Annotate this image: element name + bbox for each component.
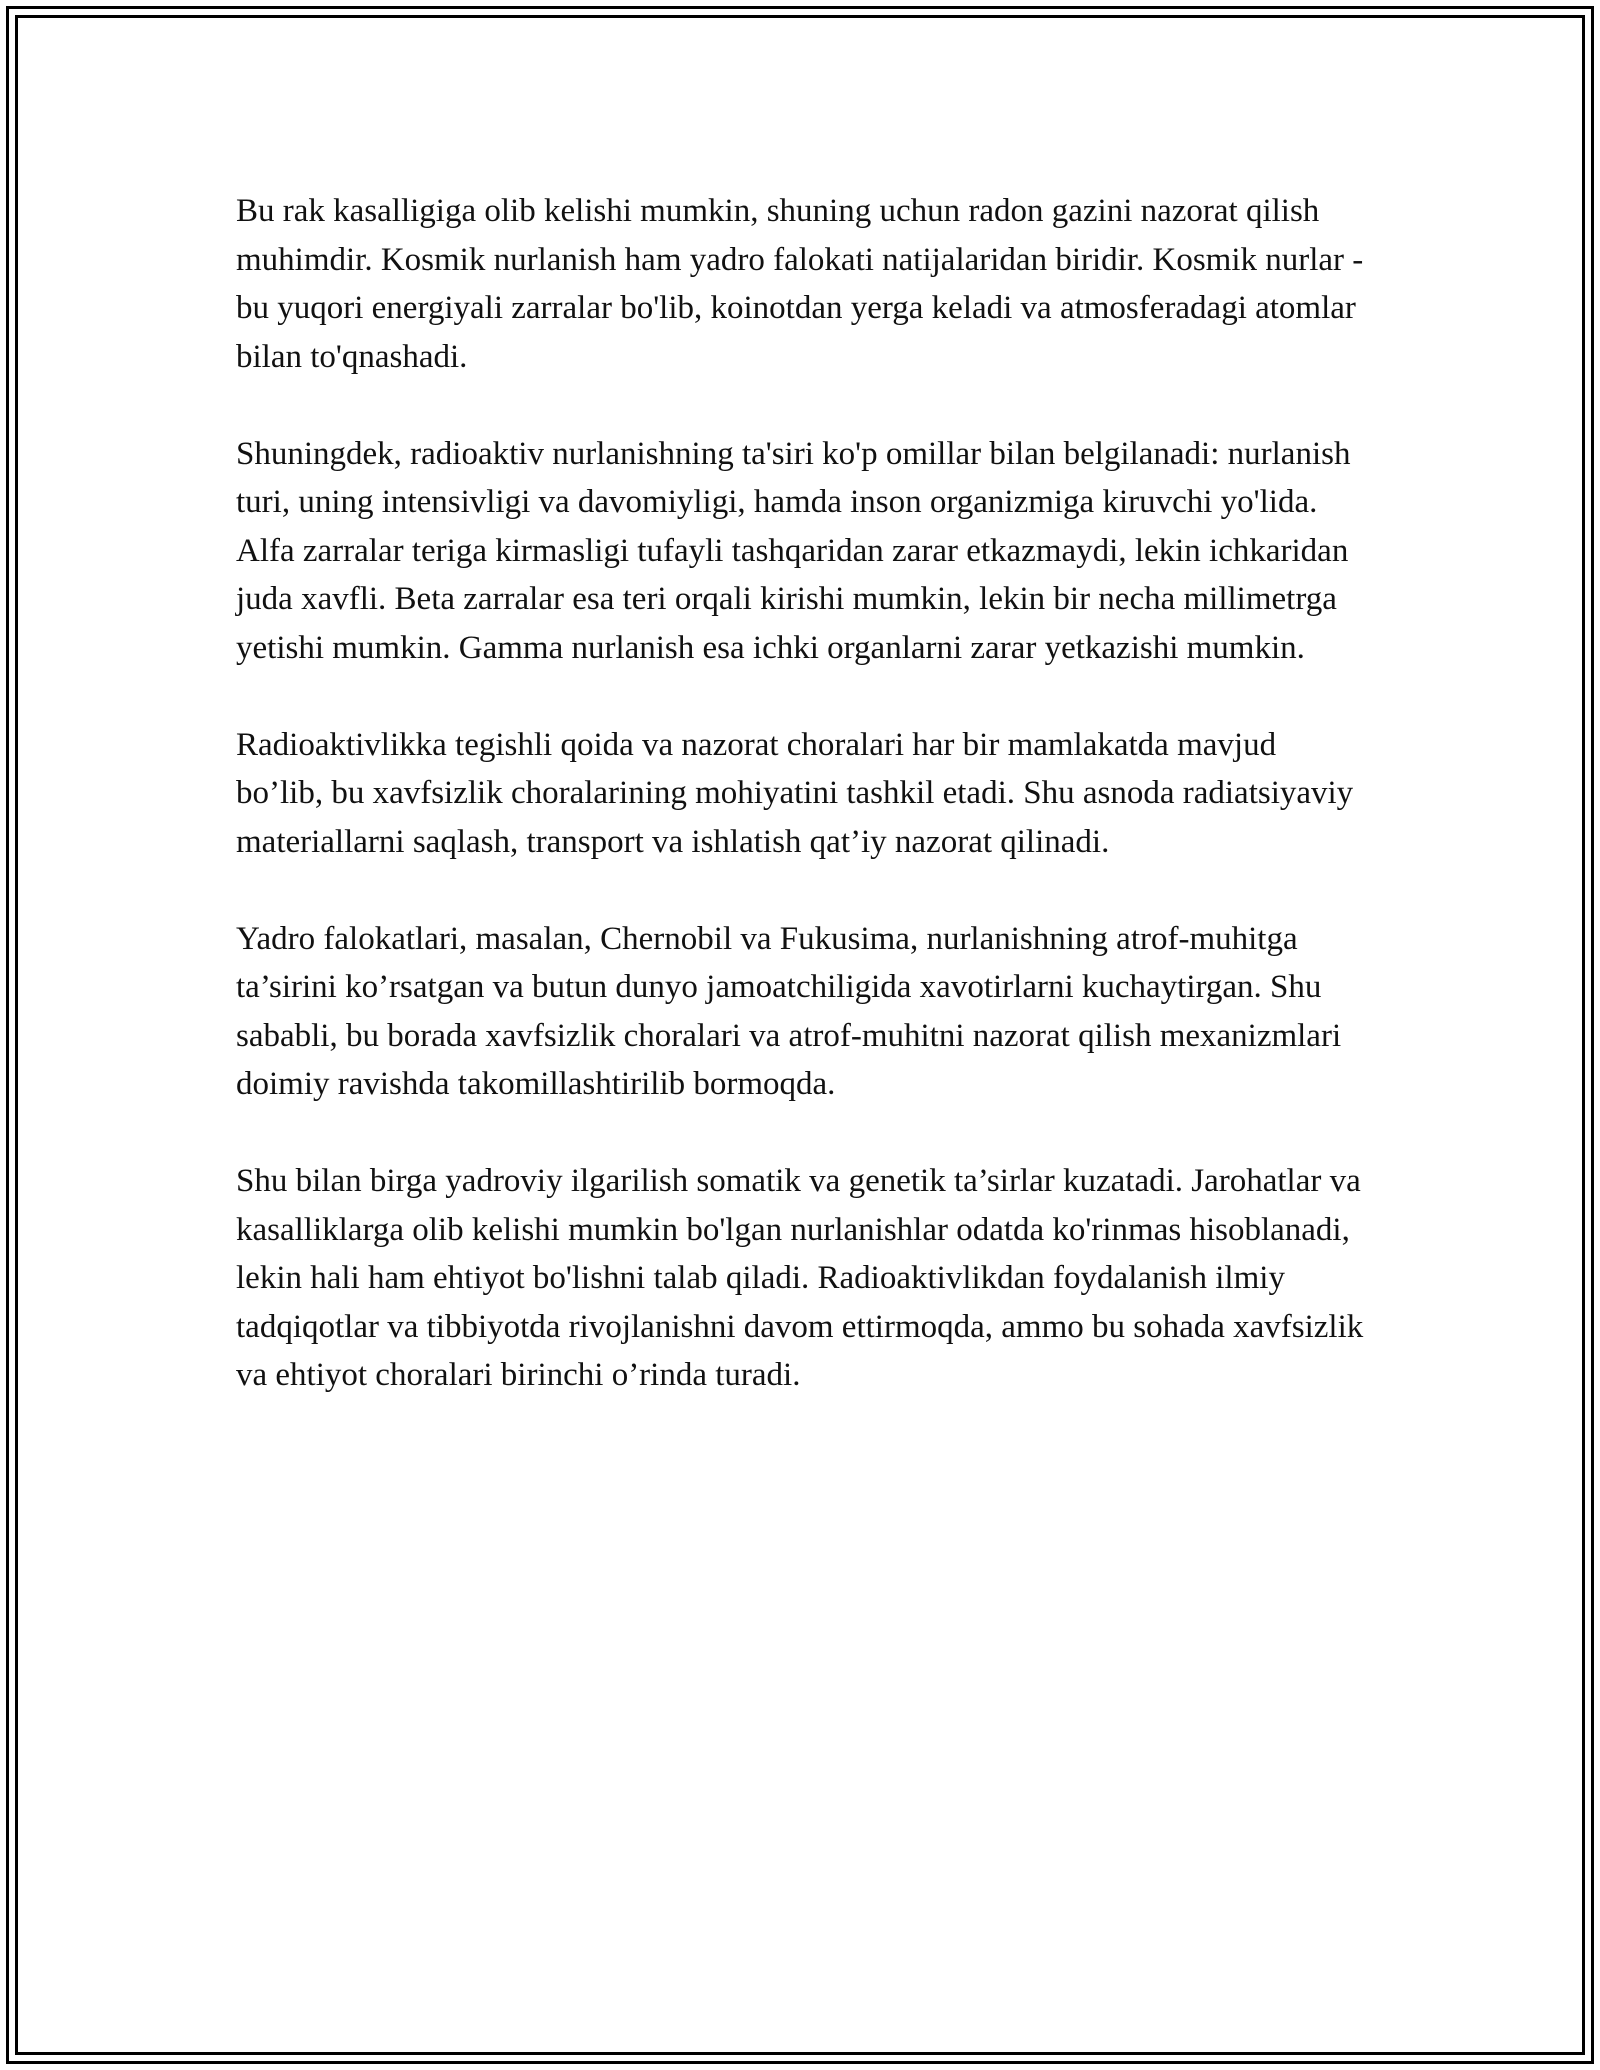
document-body (236, 187, 1364, 1448)
paragraph-regulations: Radioaktivlikka tegishli qoida va nazorat choralari har bir mamlakatda mavjud bo’lib, bu xavfsizlik choralarining mohiyatini tashkil etadi. Shu asnoda radiatsiyaviy materiallarni saqlash, transport va ishlatish qat’iy nazorat qilinadi. (236, 726, 1354, 860)
paragraph-radon-cosmic-rays: Bu rak kasalligiga olib kelishi mumkin, shuning uchun radon gazini nazorat qilish muhimdir. Kosmik nurlanish ham yadro falokati natijalaridan biridir. Kosmik nurlar - bu yuqori energiyali zarralar bo'lib, koinotdan yerga keladi va atmosferadagi atomlar bilan to'qnashadi. (236, 193, 1364, 375)
paragraph-radiation-effects: Shuningdek, radioaktiv nurlanishning ta'siri ko'p omillar bilan belgilanadi: nurlanish turi, uning intensivligi va davomiyligi, hamda inson organizmiga kiruvchi yo'lida. Alfa zarralar teriga kirmasligi tufayli tashqaridan zarar etkazmaydi, lekin ichkaridan juda xavfli. Beta zarralar esa teri orqali kirishi mumkin, lekin bir necha millimetrga yetishi mumkin. Gamma nurlanish esa ichki organlarni zarar yetkazishi mumkin. (236, 435, 1351, 666)
paragraph-nuclear-disasters: Yadro falokatlari, masalan, Chernobil va Fukusima, nurlanishning atrof-muhitga ta’sirini ko’rsatgan va butun dunyo jamoatchiligida xavotirlarni kuchaytirgan. Shu sababli, bu borada xavfsizlik choralari va atrof-muhitni nazorat qilish mexanizmlari doimiy ravishda takomillashtirilib bormoqda. (236, 920, 1342, 1102)
paragraph-somatic-genetic-effects: Shu bilan birga yadroviy ilgarilish somatik va genetik ta’sirlar kuzatadi. Jarohatlar va kasalliklarga olib kelishi mumkin bo'lgan nurlanishlar odatda ko'rinmas hisoblanadi, lekin hali ham ehtiyot bo'lishni talab qiladi. Radioaktivlikdan foydalanish ilmiy tadqiqotlar va tibbiyotda rivojlanishni davom ettirmoqda, ammo bu sohada xavfsizlik va ehtiyot choralari birinchi o’rinda turadi. (236, 1163, 1364, 1393)
